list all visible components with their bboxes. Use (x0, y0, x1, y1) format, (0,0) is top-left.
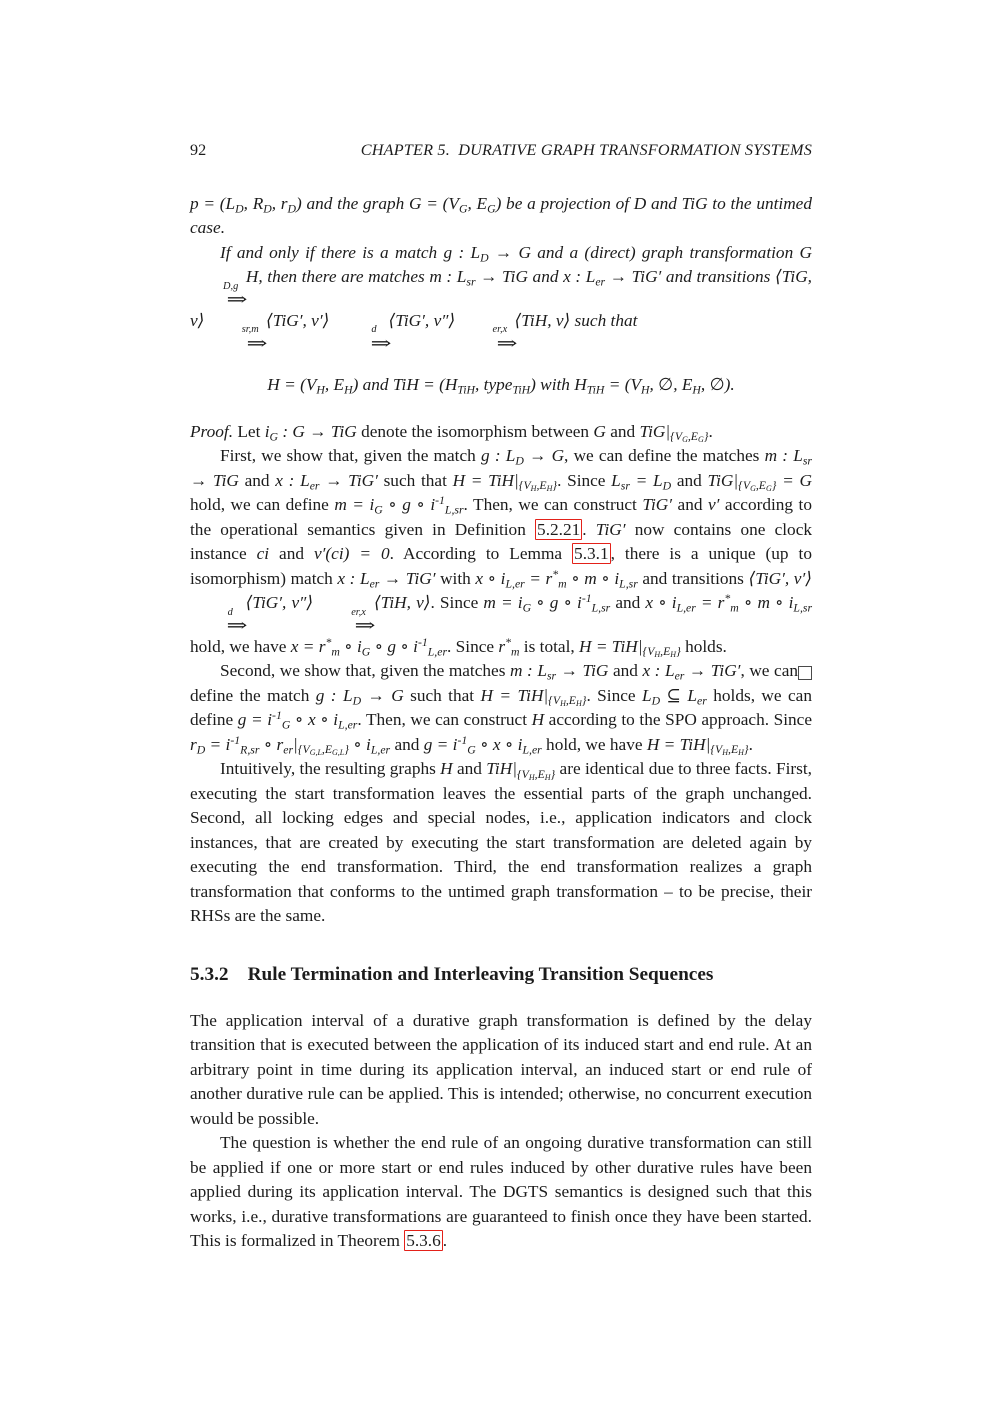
proof-forward-direction: First, we show that, given the match g : $L_D \to G$, we can define the matches m : $L_{sr}$ → TiG and x : $L_{er} \to TiG'$ such that $H = TiH|_{\{V_H,E_H\}}$. Since $L_{sr} = L_D$ and $TiG|_{\{V_G,E_G\}} = G$ hold, we can define $m = i_G$ ∘ g ∘ $i^{-1}_{L,sr}$. Then, we can construct TiG′ and v′ according to the operational semantics given in Definition 5.2.21 . TiG′ now contains one clock instance ci and v′(ci) = 0. According to Lemma 5.3.1 , there is a unique (up to isomorphism) match x : $L_{er} \to TiG'$ with x ∘ $i_{L,er} = r^*_m$ ∘ m ∘ $i_{L,sr}$ and transitions ⟨TiG′, v′⟩ d ⇒ ⟨TiG′, v″⟩ er,x ⇒ ⟨TiH, v⟩. Since $m = i_G$ ∘ g ∘ $i^{-1}_{L,sr}$ and x ∘ $i_{L,er} = r^*_m$ ∘ m ∘ $i_{L,sr}$ hold, we have $x = r^*_m$ ∘ $i_G$ ∘ g ∘ $i^{-1}_{L,er}$. Since $r^*_m$ is total, $H = TiH|_{\{V_H,E_H\}}$ holds. (190, 446, 813, 660)
body-paragraph-2: The question is whether the end rule of an ongoing durative transformation can still be applied if one or more start or end rules induced by other durative rules have been applied during its application interval. The DGTS semantics is designed such that this works, i.e., durative transformations are guaranteed to finish once they have been started. This is formalized in Theorem 5.3.6 . (190, 1133, 812, 1251)
reference-link[interactable]: 5.3.1 (574, 544, 609, 564)
proof-opening: Proof. Let $i_G$ : G → TiG denote the isomorphism between G and $TiG|_{\{V_G,E_G\}}$. (190, 421, 713, 445)
display-equation: $H = (V_H$, $E_H$) and TiH = ($H_{TiH}$, type$_{TiH}$) with $H_{TiH} = (V_H$, ∅, $E_H$, ∅). (267, 375, 735, 397)
qed-symbol (798, 666, 812, 680)
labeled-arrow: er,x ⇒ (351, 607, 376, 636)
labeled-arrow: d ⇒ (226, 607, 248, 636)
proof-backward-direction (190, 659, 812, 757)
reference-link[interactable]: 5.2.21 (537, 519, 581, 539)
reference-link[interactable]: 5.3.6 (406, 1231, 441, 1251)
section-number: 5.3.2 (190, 963, 229, 985)
labeled-arrow: D,g ⇒ (223, 280, 248, 310)
lemma-condition: If and only if there is a match g : $L_D \to G$ and a (direct) graph transformation G D,g ⇒ H, then there are matches m : $L_{sr}$ → TiG and x : $L_{er} \to TiG'$ and transitions ⟨TiG, v⟩ sr,m ⇒ ⟨TiG′, v′⟩ d ⇒ ⟨TiG′, v″⟩ er,x ⇒ ⟨TiH, v⟩ such that (190, 242, 812, 353)
text-column (190, 138, 812, 1254)
labeled-arrow: d ⇒ (370, 324, 392, 353)
lemma-continuation: $p = (L_D$, $R_D$, $r_D$) and the graph $G = (V_G$, $E_G$) be a projection of D and TiG to the untimed case. (190, 193, 812, 237)
section-heading (190, 963, 812, 987)
page-header (190, 138, 812, 163)
page-number: 92 (190, 141, 207, 159)
labeled-arrow: er,x ⇒ (492, 324, 518, 353)
body-paragraph-1: The application interval of a durative graph transformation is defined by the delay transition that is executed between the application of its induced start and end rule. At an arbitrary point in time during its application interval, an induced start or end rule of another durative rule can be applied. This is intended; otherwise, no concurrent execution would be possible. (190, 1010, 812, 1128)
proof-closing-text: Second, we show that, given the matches m : $L_{sr}$ → TiG and x : $L_{er} \to TiG'$, we can define the match g : $L_D \to G$ such that $H = TiH|_{\{V_H,E_H\}}$. Since $L_D$ ⊆ $L_{er}$ holds, we can define $g = i^{-1}_G$ ∘ x ∘ $i_{L,er}$. Then, we can construct H according to the SPO approach. Since $r_D = i^{-1}_{R,sr}$ ∘ $r_{er}|_{\{V_{G,L},E_{G,L}\}}$ ∘ $i_{L,er}$ and $g = i^{-1}_G$ ∘ x ∘ $i_{L,er}$ hold, we have $H = TiH|_{\{V_H,E_H\}}$. (190, 661, 813, 758)
proof-block (190, 420, 812, 758)
lemma-statement-block (190, 192, 812, 398)
intuition-paragraph: Intuitively, the resulting graphs H and $TiH|_{\{V_H,E_H\}}$ are identical due to three facts. First, executing the start transformation leaves the essential parts of the graph unchanged. Second, all locking edges and special nodes, i.e., application indicators and clock instances, that are created by executing the start transformation are deleted again by executing the end transformation. Third, the end transformation realizes a graph transformation that conforms to the untimed graph transformation – to be precise, their RHSs are the same. (190, 759, 812, 926)
section-title: Rule Termination and Interleaving Transition Sequences (247, 963, 714, 985)
running-title: CHAPTER 5. DURATIVE GRAPH TRANSFORMATION SYSTEMS (360, 141, 812, 159)
labeled-arrow: sr,m ⇒ (241, 324, 268, 353)
